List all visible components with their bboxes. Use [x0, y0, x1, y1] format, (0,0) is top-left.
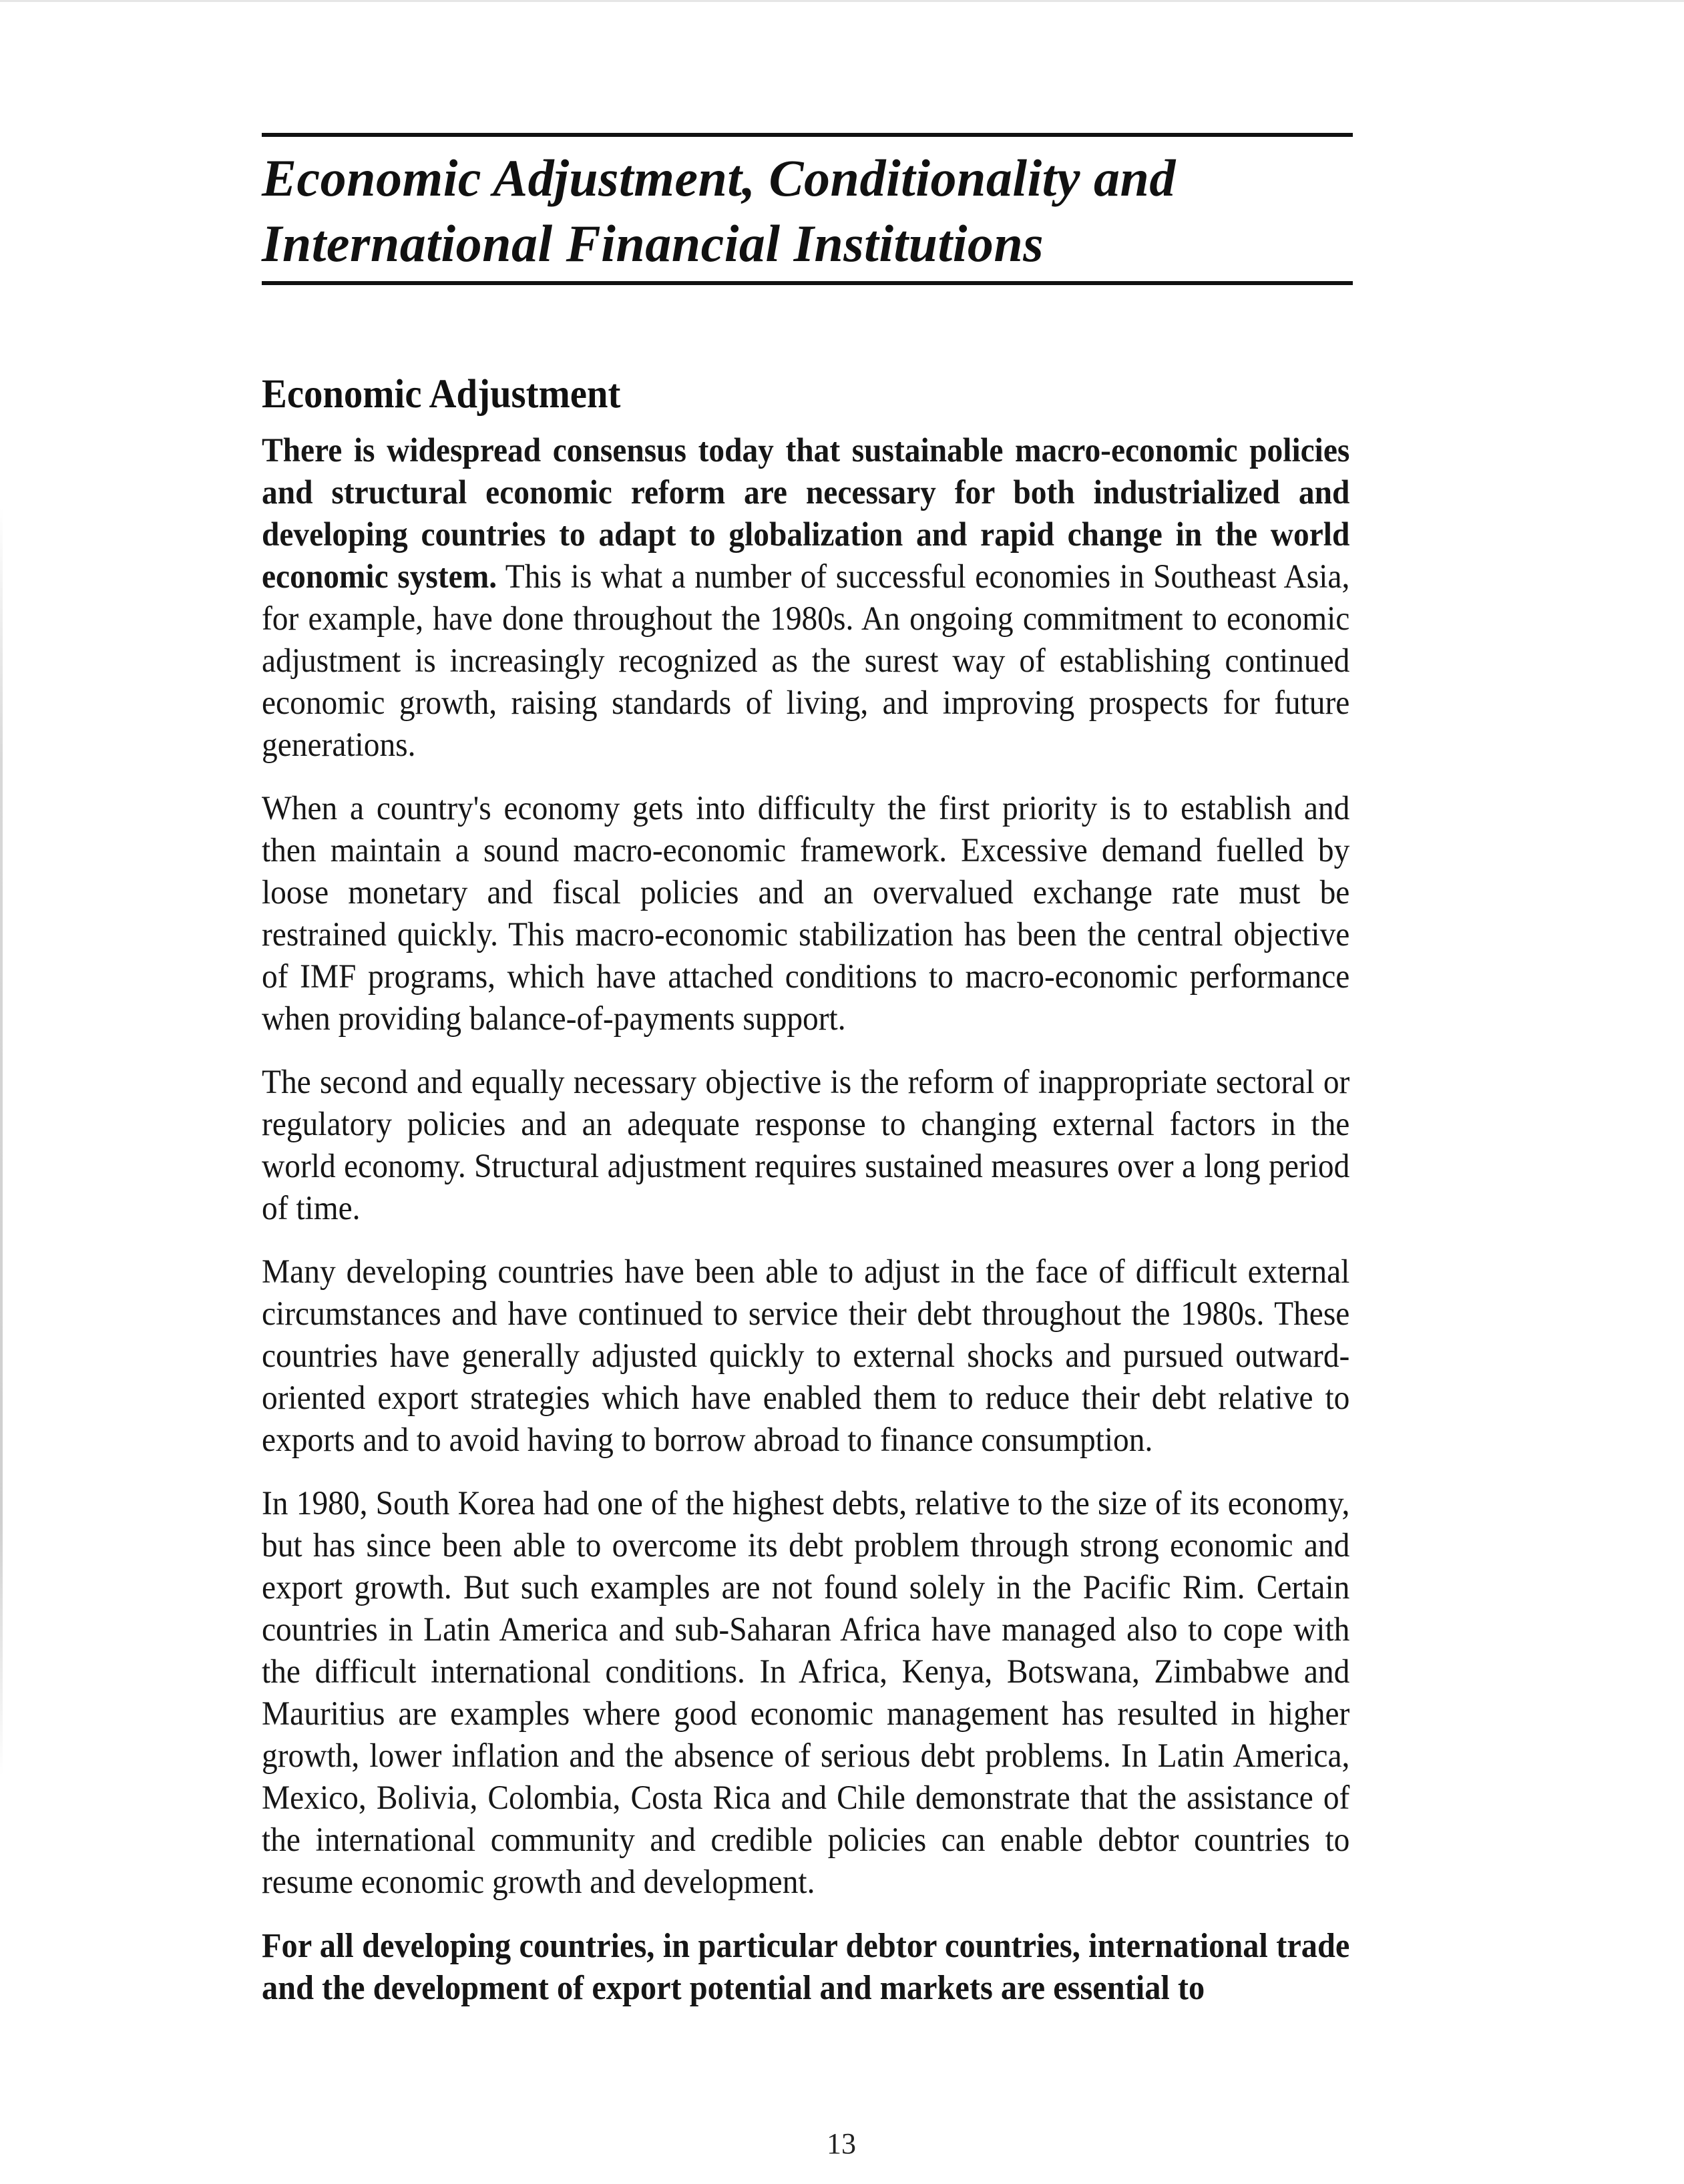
document-body: [262, 366, 1349, 2009]
paragraph-1-text: This is what a number of successful economies in Southeast Asia, for example, have done throughout the 1980s. An ongoing commitment to economic adjustment is increasingly recognized as the surest way of establishing continued economic growth, raising standards of living, and improving prospects for future generations.: [262, 558, 1350, 764]
document-title: Economic Adjustment, Conditionality and International Financial Institutions: [262, 149, 1176, 272]
section-heading: Economic Adjustment: [262, 372, 621, 417]
title-bottom-rule: [262, 281, 1353, 285]
paragraph-5: In 1980, South Korea had one of the highest debts, relative to the size of its economy, but has since been able to overcome its debt problem through strong economic and export growth. But such examples are not found solely in the Pacific Rim. Certain countries in Latin America and sub-Saharan Africa have managed also to cope with the difficult international conditions. In Africa, Kenya, Botswana, Zimbabwe and Mauritius are examples where good economic management has resulted in higher growth, lower inflation and the absence of serious debt problems. In Latin America, Mexico, Bolivia, Colombia, Costa Rica and Chile demonstrate that the assistance of the international community and credible policies can enable debtor countries to resume economic growth and development.: [262, 1485, 1350, 1901]
page-number: 13: [827, 2127, 856, 2160]
paragraph-3: The second and equally necessary objective is the reform of inappropriate sectoral or regulatory policies and an adequate response to changing external factors in the world economy. Structural adjustment requires sustained measures over a long period of time.: [262, 1064, 1350, 1227]
scan-top-edge: [0, 0, 1684, 2]
paragraph-2: When a country's economy gets into difficulty the first priority is to establish and then maintain a sound macro-economic framework. Excessive demand fuelled by loose monetary and fiscal policies and an overvalued exchange rate must be restrained quickly. This macro-economic stabilization has been the central objective of IMF programs, which have attached conditions to macro-economic performance when providing balance-of-payments support.: [262, 790, 1350, 1038]
title-top-rule: [262, 133, 1353, 137]
paragraph-1: [262, 430, 1349, 767]
paragraph-4: Many developing countries have been able to adjust in the face of difficult external circumstances and have continued to service their debt throughout the 1980s. These countries have generally adjusted quickly to external shocks and pursued outward-oriented export strategies which have enabled them to reduce their debt relative to exports and to avoid having to borrow abroad to finance consumption.: [262, 1253, 1350, 1459]
scan-left-edge: [0, 507, 3, 1776]
paragraph-6: For all developing countries, in particular debtor countries, international trade and the development of export potential and markets are essential to: [262, 1927, 1350, 2007]
paragraph-1-lead: There is widespread consensus today that sustainable macro-economic policies and structural economic reform are necessary for both industrialized and developing countries to adapt to globalization and rapid change in the world economic system.: [262, 432, 1350, 596]
